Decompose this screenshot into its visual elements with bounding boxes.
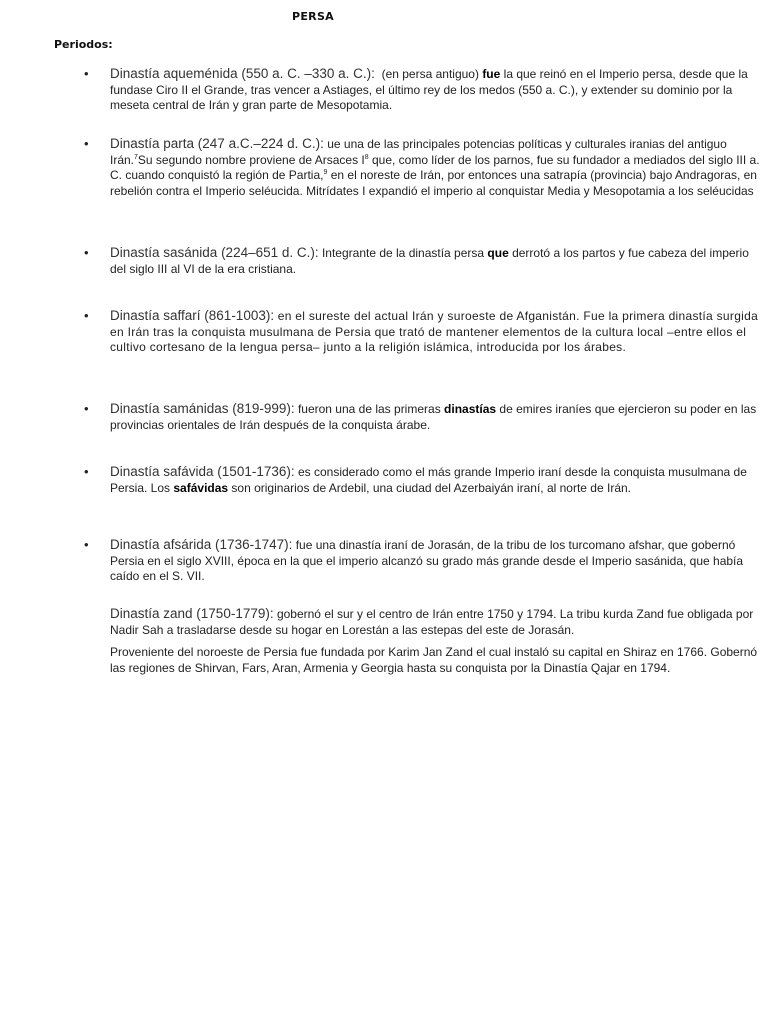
zand-paragraph-2: Proveniente del noroeste de Persia fue fundada por Karim Jan Zand el cual instaló su capital en Shiraz en 1766. Gobernó las regiones de Shirvan, Fars, Aran, Armenia y Georgia hasta su conquista por la Dinastía Qajar en 1794. (110, 645, 758, 675)
dynasty-text: de emires iraníes que ejercieron su poder en las provincias orientales de Irán después de la conquista árabe. (110, 402, 757, 432)
list-item-samanid (84, 401, 760, 433)
list-item-parthian (84, 136, 760, 199)
footnote-ref[interactable]: 9 (323, 169, 328, 176)
dynasty-text: Su segundo nombre proviene de Arsaces I (137, 152, 365, 167)
bold-word: safávidas (173, 480, 229, 495)
dynasty-text: Integrante de la dinastía persa (318, 246, 488, 260)
list-item-safavid (84, 464, 760, 496)
bullet-icon: • (84, 136, 89, 151)
dynasty-name: Dinastía samánidas (819-999): (110, 401, 295, 416)
dynasty-text: fueron una de las primeras (294, 402, 445, 416)
list-item-sasanian (84, 245, 760, 277)
dynasty-name: Dinastía saffarí (861-1003): (110, 308, 275, 323)
list-item-afsharid (84, 537, 760, 585)
dynasty-text: la que reinó en el Imperio persa, desde que la fundase Ciro II el Grande, tras vencer a Astiages, el último rey de los medos (550 a. C.), y extender su dominio por la meseta central de Irán y gran parte de Mesopotamia. (110, 67, 748, 112)
list-item-achaemenid (84, 66, 760, 114)
dynasty-name: Dinastía zand (1750-1779): (110, 606, 274, 621)
dynasty-text: (en persa antiguo) (381, 67, 483, 81)
bullet-icon: • (84, 537, 89, 552)
bold-word: que (487, 246, 509, 260)
dynasty-text: que, como líder de los parnos, fue su fundador a mediados del siglo III a. C. cuando conquistó la región de Partia, (110, 152, 760, 182)
bold-word: fue (482, 67, 501, 81)
bullet-icon: • (84, 308, 89, 323)
bullet-icon: • (84, 464, 89, 479)
dynasty-name: Dinastía afsárida (1736-1747): (110, 537, 293, 552)
dynasty-name: Dinastía safávida (1501-1736): (110, 464, 295, 479)
footnote-ref[interactable]: 7 (134, 153, 138, 161)
footnote-ref[interactable]: 8 (364, 153, 369, 161)
bullet-icon: • (84, 245, 89, 260)
document-title: PERSA (292, 10, 334, 23)
dynasty-text: son originarios de Ardebil, una ciudad del Azerbaiyán iraní, al norte de Irán. (228, 480, 631, 495)
dynasty-name: Dinastía parta (247 a.C.–224 d. C.): (110, 136, 324, 151)
bullet-icon: • (84, 401, 89, 416)
bold-word: dinastías (444, 402, 497, 416)
bullet-icon: • (84, 66, 89, 81)
list-item-saffarid (84, 308, 760, 356)
dynasty-name: Dinastía aqueménida (550 a. C. –330 a. C.): (110, 66, 375, 81)
dynasty-text: en el sureste del actual Irán y suroeste de Afganistán. Fue la primera dinastía surgida en Irán tras la conquista musulmana de Persia que trató de mantener elementos de la cultura local –entre ellos el cultivo cortesano de la lengua persa– junto a la religión islámica, introducida por los árabes. (110, 309, 759, 354)
dynasty-text: derrotó a los partos y fue cabeza del imperio del siglo III al VI de la era cristiana. (110, 246, 749, 276)
dynasty-text: ue una de las principales potencias políticas y culturales iranias del antiguo Irán. (110, 137, 727, 167)
dynasty-text: fue una dinastía iraní de Jorasán, de la tribu de los turcomano afshar, que gobernó Persia en el siglo XVIII, época en la que el imperio alcanzó su grado más grande desde el Imperio sasánida, que había caído en el S. VII. (110, 538, 744, 583)
dynasty-text: en el noreste de Irán, por entonces una satrapía (provincia) bajo Andragoras, en rebelión contra el Imperio seléucida. Mitrídates I expandió el imperio al conquistar Media y Mesopotamia a los seléucidas (110, 168, 757, 198)
dynasty-text: es considerado como el más grande Imperio iraní desde la conquista musulmana de Persia. Los (110, 465, 747, 495)
list-item-zand (110, 606, 760, 638)
periods-label: Periodos: (54, 38, 113, 51)
dynasty-name: Dinastía sasánida (224–651 d. C.): (110, 245, 319, 260)
dynasty-text: gobernó el sur y el centro de Irán entre 1750 y 1794. La tribu kurda Zand fue obligada por Nadir Sah a trasladarse desde su hogar en Lorestán a las estepas del este de Jorasán. (110, 607, 754, 637)
